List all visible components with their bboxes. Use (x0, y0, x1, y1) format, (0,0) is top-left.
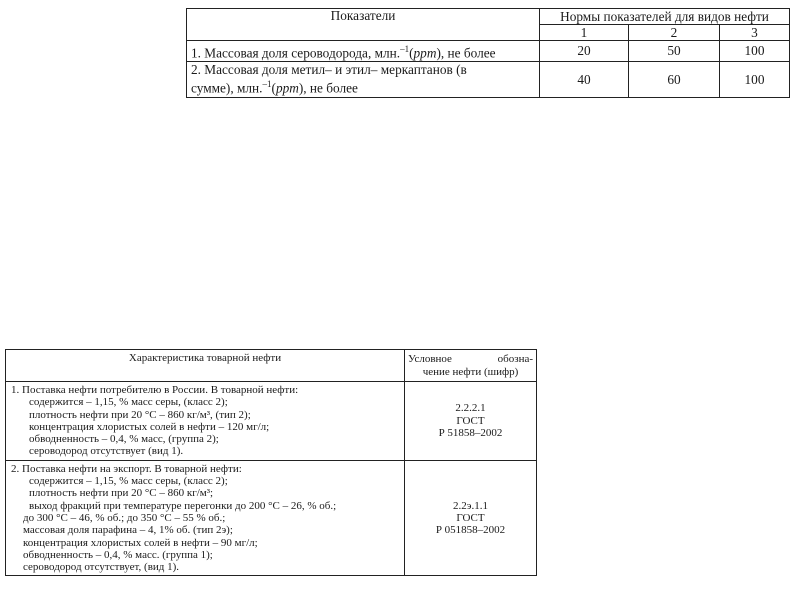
row-line: концентрация хлористых солей в нефти – 90 мг/л; (23, 536, 258, 549)
value-cell: 100 (720, 41, 790, 62)
value-cell: 40 (540, 62, 629, 97)
code-cell (405, 460, 537, 576)
row-title: 2. Поставка нефти на экспорт. В товарной нефти: (11, 462, 242, 475)
code-line: Р 051858–2002 (435, 524, 506, 537)
type-header: 1 (540, 25, 629, 41)
row-line: содержится – 1,15, % масс серы, (класс 2); (29, 475, 228, 488)
code-line: ГОСТ (456, 414, 485, 427)
code-header-line: чение нефти (шифр) (422, 365, 519, 378)
row-line: плотность нефти при 20 °С – 860 кг/м³; (29, 487, 214, 500)
indicator-sup: –1 (400, 44, 410, 54)
row-line: обводненность – 0,4, % масс, (группа 2); (29, 433, 219, 446)
table-row (6, 460, 537, 576)
indicator-text: сумме), млн. (191, 80, 263, 96)
code-line: 2.2э.1.1 (453, 499, 488, 512)
oil-characteristics-table (5, 349, 537, 576)
indicator-cell: 1. Массовая доля сероводорода, млн.$^{-1}$(ppm), не более (187, 41, 540, 62)
row-line: плотность нефти при 20 °С – 860 кг/м³, (тип 2); (29, 408, 251, 421)
code-line: ГОСТ (456, 511, 485, 524)
type-header: 3 (720, 25, 790, 41)
indicators-header: Показатели (187, 9, 540, 41)
row-title: 1. Поставка нефти потребителю в России. В товарной нефти: (11, 384, 299, 396)
code-cell (405, 382, 537, 461)
table-header-row (187, 9, 790, 25)
code-line: Р 51858–2002 (438, 427, 503, 440)
row-line: выход фракций при температуре перегонки до 200 °С – 26, % об.; (29, 499, 337, 512)
indicator-suffix: ), не более (298, 80, 358, 96)
indicator-text: 1. Массовая доля сероводорода, млн. (191, 45, 401, 61)
indicator-unit: ppm (275, 80, 299, 96)
code-header-line: Условное обозна- (408, 353, 533, 366)
value-cell: 50 (629, 41, 720, 62)
row-line: сероводород отсутствует (вид 1). (29, 445, 184, 458)
table-header-row (6, 350, 537, 382)
characteristic-cell (6, 382, 405, 461)
norms-table (186, 8, 790, 98)
indicator-unit: ppm (413, 45, 437, 61)
norms-header: Нормы показателей для видов нефти (540, 9, 790, 25)
type-header: 2 (629, 25, 720, 41)
table-row (187, 41, 790, 62)
value-cell: 100 (720, 62, 790, 97)
code-line: 2.2.2.1 (455, 402, 486, 415)
indicator-suffix: ), не более (436, 45, 496, 61)
table-row (187, 62, 790, 97)
row-line: обводненность – 0,4, % масс. (группа 1); (23, 548, 213, 561)
value-cell: 60 (629, 62, 720, 97)
row-line: концентрация хлористых солей в нефти – 120 мг/л; (29, 420, 270, 433)
indicator-text: 2. Массовая доля метил– и этил– меркаптанов (в (191, 62, 467, 78)
characteristic-cell (6, 460, 405, 576)
code-header (405, 350, 537, 382)
indicator-cell: 2. Массовая доля метил– и этил– меркаптанов (в сумме), млн.$^{-1}$(ppm), не более (187, 62, 540, 97)
indicator-sup: –1 (262, 79, 272, 90)
characteristic-header: Характеристика товарной нефти (6, 350, 405, 382)
table-row (6, 382, 537, 461)
row-line: содержится – 1,15, % масс серы, (класс 2); (29, 396, 228, 409)
value-cell: 20 (540, 41, 629, 62)
row-line: массовая доля парафина – 4, 1% об. (тип 2э); (23, 524, 233, 537)
row-line: до 300 °С – 46, % об.; до 350 °С – 55 % об.; (23, 511, 226, 524)
row-line: сероводород отсутствует, (вид 1). (23, 561, 180, 574)
